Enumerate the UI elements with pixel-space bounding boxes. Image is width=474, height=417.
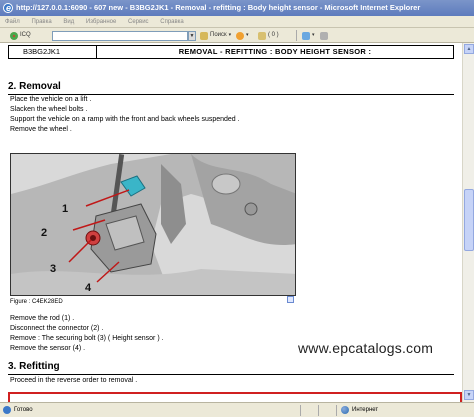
removal-step: Support the vehicle on a ramp with the front and back wheels suspended .: [10, 116, 240, 123]
removal-step: Place the vehicle on a lift .: [10, 96, 92, 103]
status-bar: [0, 402, 474, 417]
figure-caption: Figure : C4EK28ED: [10, 299, 63, 305]
callout-3: 3: [50, 263, 57, 275]
magnifier-icon: [200, 32, 208, 40]
callout-4: 4: [85, 282, 92, 294]
search-button[interactable]: [200, 28, 231, 43]
chevron-down-icon: ▾: [246, 32, 249, 38]
removal-step: Slacken the wheel bolts .: [10, 106, 88, 113]
next-section-frame: [0, 382, 462, 402]
vertical-scrollbar[interactable]: [462, 43, 474, 402]
counter-label: ( 0 ): [268, 32, 279, 38]
globe-icon: [341, 406, 349, 414]
window-titlebar: [0, 0, 474, 16]
scroll-thumb[interactable]: [464, 189, 474, 251]
figure-zoom-icon[interactable]: [287, 296, 294, 303]
tools-button[interactable]: [302, 28, 315, 43]
refitting-heading: 3. Refitting: [8, 361, 60, 372]
menu-help[interactable]: Справка: [160, 19, 184, 25]
tools-icon: [302, 32, 310, 40]
status-divider: [318, 405, 319, 416]
removal-substep: Remove the sensor (4) .: [10, 345, 86, 352]
toolbar-search-input[interactable]: [52, 31, 188, 41]
icq-label: ICQ: [20, 32, 31, 38]
ghost-button[interactable]: [320, 28, 328, 43]
counter-button[interactable]: [258, 28, 279, 43]
status-text: Готово: [14, 407, 33, 413]
removal-substep: Disconnect the connector (2) .: [10, 325, 104, 332]
menu-tools[interactable]: Сервис: [128, 19, 149, 25]
scroll-down-button[interactable]: ▼: [464, 390, 474, 400]
scroll-up-button[interactable]: ▲: [464, 44, 474, 54]
sensor-figure: [10, 153, 296, 296]
face-button[interactable]: [236, 28, 249, 43]
smiley-icon: [236, 32, 244, 40]
chevron-down-icon: ▾: [312, 32, 315, 38]
document-header: [8, 45, 454, 59]
callout-1: 1: [62, 203, 69, 215]
removal-substep: Remove the rod (1) .: [10, 315, 75, 322]
page-done-icon: [3, 406, 11, 414]
ie-logo-icon: [3, 3, 13, 13]
doc-code: B3BG2JK1: [9, 46, 97, 58]
security-zone: Интернет: [352, 407, 379, 413]
icq-button[interactable]: [10, 28, 31, 43]
chevron-down-icon: ▾: [228, 32, 232, 38]
removal-heading: 2. Removal: [8, 81, 61, 92]
doc-title: REMOVAL - REFITTING : BODY HEIGHT SENSOR :: [178, 47, 372, 56]
ghost-icon: [320, 32, 328, 40]
refitting-text: Proceed in the reverse order to removal .: [10, 377, 138, 384]
menu-view[interactable]: Вид: [63, 19, 75, 25]
menu-bar: [0, 16, 474, 28]
red-frame: [8, 392, 462, 402]
status-divider: [300, 405, 301, 416]
sensor-illustration: [11, 154, 296, 296]
status-divider: [336, 405, 337, 416]
watermark: www.epcatalogs.com: [298, 340, 434, 356]
icq-flower-icon: [10, 32, 18, 40]
refitting-rule: [8, 374, 454, 375]
callout-2: 2: [41, 227, 48, 239]
menu-file[interactable]: Файл: [5, 19, 20, 25]
menu-favorites[interactable]: Избранное: [85, 19, 117, 25]
removal-rule: [8, 94, 454, 95]
people-icon: [258, 32, 266, 40]
removal-substep: Remove : The securing bolt (3) ( Height sensor ) .: [10, 335, 164, 342]
icq-toolbar: [0, 28, 474, 43]
search-label: Поиск: [210, 32, 227, 38]
menu-edit[interactable]: Правка: [31, 19, 52, 25]
removal-step: Remove the wheel .: [10, 126, 72, 133]
window-title: http://127.0.0.1:6090 - 607 new - B3BG2JK1 - Removal - refitting : Body height sensor - Microsoft Internet Explorer: [16, 3, 421, 12]
search-dropdown-button[interactable]: ▼: [189, 33, 195, 39]
toolbar-divider: [296, 30, 297, 41]
